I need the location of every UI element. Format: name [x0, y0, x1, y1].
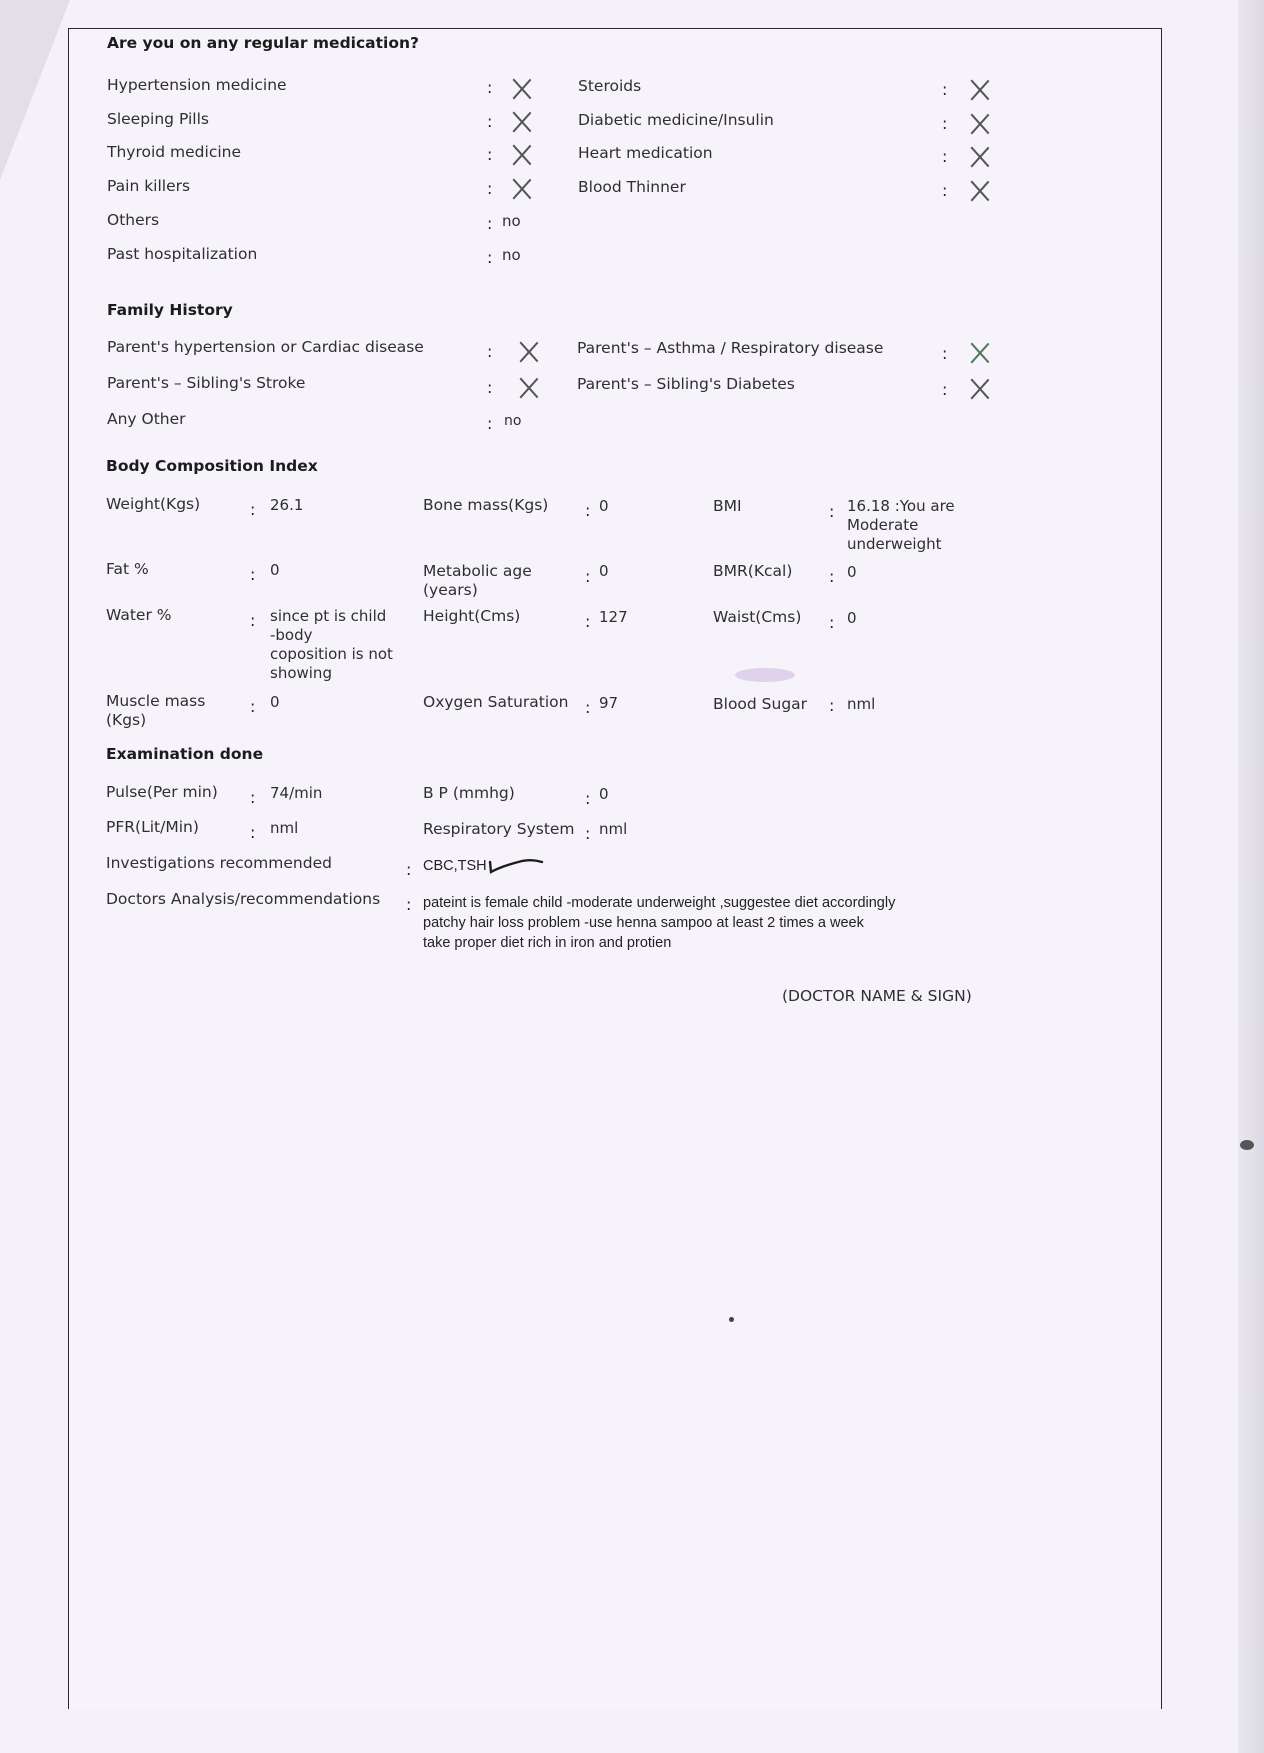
med-others-value: no	[502, 212, 521, 230]
med-thyroid-label: Thyroid medicine	[107, 143, 242, 161]
med-heart-label: Heart medication	[578, 144, 713, 162]
cross-mark-icon	[969, 146, 991, 168]
colon: :	[406, 860, 412, 879]
blood-sugar-label: Blood Sugar	[713, 695, 808, 713]
colon: :	[487, 342, 493, 361]
colon: :	[250, 611, 256, 630]
respiratory-system-label: Respiratory System	[423, 820, 575, 838]
colon: :	[585, 789, 591, 808]
med-steroids-label: Steroids	[578, 77, 642, 95]
colon: :	[829, 567, 835, 586]
cross-mark-icon	[969, 180, 991, 202]
colon: :	[829, 696, 835, 715]
bone-mass-value: 0	[599, 497, 609, 515]
family-hypertension-label: Parent's hypertension or Cardiac disease	[107, 338, 424, 356]
cross-mark-icon	[969, 378, 991, 400]
colon: :	[585, 824, 591, 843]
examination-heading: Examination done	[106, 745, 264, 763]
cross-mark-icon	[511, 144, 533, 166]
med-blood-thinner-label: Blood Thinner	[578, 178, 686, 196]
colon: :	[585, 612, 591, 631]
family-diabetes-label: Parent's – Sibling's Diabetes	[577, 375, 795, 393]
cross-mark-icon	[518, 341, 540, 363]
medication-heading: Are you on any regular medication?	[107, 34, 420, 52]
waist-value: 0	[847, 609, 857, 627]
colon: :	[250, 788, 256, 807]
bone-mass-label: Bone mass(Kgs)	[423, 496, 549, 514]
colon: :	[585, 698, 591, 717]
colon: :	[942, 344, 948, 363]
bmi-value-line2: Moderate	[847, 516, 919, 534]
colon: :	[250, 565, 256, 584]
oxygen-saturation-label: Oxygen Saturation	[423, 693, 569, 711]
bp-label: B P (mmhg)	[423, 784, 515, 802]
analysis-line-1: pateint is female child -moderate underweight ,suggestee diet accordingly	[423, 895, 896, 911]
muscle-mass-value: 0	[270, 693, 280, 711]
colon: :	[942, 380, 948, 399]
cross-mark-icon	[969, 113, 991, 135]
respiratory-system-value: nml	[599, 820, 628, 838]
handwritten-tick-icon	[488, 858, 544, 878]
muscle-mass-label-line1: Muscle mass	[106, 692, 206, 710]
colon: :	[250, 697, 256, 716]
doctors-analysis-label: Doctors Analysis/recommendations	[106, 890, 381, 908]
cross-mark-icon	[969, 79, 991, 101]
med-sleeping-label: Sleeping Pills	[107, 110, 209, 128]
colon: :	[829, 613, 835, 632]
cross-mark-icon	[518, 377, 540, 399]
folded-corner-shadow	[0, 0, 70, 180]
family-any-other-value: no	[504, 413, 522, 429]
cross-mark-icon	[969, 342, 991, 364]
water-value-line4: showing	[270, 664, 332, 682]
colon: :	[487, 214, 493, 233]
weight-value: 26.1	[270, 496, 304, 514]
med-diabetic-label: Diabetic medicine/Insulin	[578, 111, 774, 129]
colon: :	[487, 145, 493, 164]
bmi-value-line3: underweight	[847, 535, 942, 553]
past-hospitalization-value: no	[502, 246, 521, 264]
pulse-value: 74/min	[270, 784, 323, 802]
colon: :	[406, 895, 412, 914]
metabolic-age-value: 0	[599, 562, 609, 580]
investigations-label: Investigations recommended	[106, 854, 332, 872]
colon: :	[829, 502, 835, 521]
bmi-label: BMI	[713, 497, 742, 515]
colon: :	[585, 501, 591, 520]
bmr-value: 0	[847, 563, 857, 581]
med-painkillers-label: Pain killers	[107, 177, 191, 195]
investigations-value: CBC,TSH	[423, 858, 487, 874]
height-label: Height(Cms)	[423, 607, 521, 625]
med-others-label: Others	[107, 211, 160, 229]
past-hospitalization-label: Past hospitalization	[107, 245, 258, 263]
colon: :	[487, 248, 493, 267]
cross-mark-icon	[511, 78, 533, 100]
body-composition-heading: Body Composition Index	[106, 457, 318, 475]
family-any-other-label: Any Other	[107, 410, 186, 428]
water-value-line2: -body	[270, 626, 313, 644]
analysis-line-3: take proper diet rich in iron and protien	[423, 935, 672, 951]
cross-mark-icon	[511, 178, 533, 200]
colon: :	[942, 80, 948, 99]
scan-speck	[729, 1317, 734, 1322]
analysis-line-2: patchy hair loss problem -use henna sampoo at least 2 times a week	[423, 915, 864, 931]
colon: :	[487, 378, 493, 397]
colon: :	[585, 567, 591, 586]
colon: :	[942, 114, 948, 133]
weight-label: Weight(Kgs)	[106, 495, 201, 513]
med-hypertension-label: Hypertension medicine	[107, 76, 287, 94]
pfr-label: PFR(Lit/Min)	[106, 818, 199, 836]
colon: :	[487, 112, 493, 131]
colon: :	[487, 78, 493, 97]
metabolic-age-label-line1: Metabolic age	[423, 562, 532, 580]
bp-value: 0	[599, 785, 609, 803]
muscle-mass-label-line2: (Kgs)	[106, 711, 147, 729]
colon: :	[250, 823, 256, 842]
bmr-label: BMR(Kcal)	[713, 562, 793, 580]
scan-speck	[1240, 1140, 1254, 1150]
doctor-sign-label: (DOCTOR NAME & SIGN)	[782, 987, 972, 1005]
metabolic-age-label-line2: (years)	[423, 581, 478, 599]
colon: :	[487, 179, 493, 198]
fat-label: Fat %	[106, 560, 149, 578]
colon: :	[942, 147, 948, 166]
family-asthma-label: Parent's – Asthma / Respiratory disease	[577, 339, 884, 357]
ink-smudge	[735, 668, 795, 682]
blood-sugar-value: nml	[847, 695, 876, 713]
water-value-line3: coposition is not	[270, 645, 393, 663]
waist-label: Waist(Cms)	[713, 608, 802, 626]
fat-value: 0	[270, 561, 280, 579]
scan-edge-shadow	[1238, 0, 1264, 1753]
colon: :	[942, 181, 948, 200]
water-value-line1: since pt is child	[270, 607, 387, 625]
family-stroke-label: Parent's – Sibling's Stroke	[107, 374, 306, 392]
colon: :	[250, 500, 256, 519]
pfr-value: nml	[270, 819, 299, 837]
height-value: 127	[599, 608, 628, 626]
pulse-label: Pulse(Per min)	[106, 783, 218, 801]
cross-mark-icon	[511, 111, 533, 133]
oxygen-saturation-value: 97	[599, 694, 619, 712]
water-label: Water %	[106, 606, 172, 624]
colon: :	[487, 414, 493, 433]
family-history-heading: Family History	[107, 301, 233, 319]
bmi-value-line1: 16.18 :You are	[847, 497, 955, 515]
